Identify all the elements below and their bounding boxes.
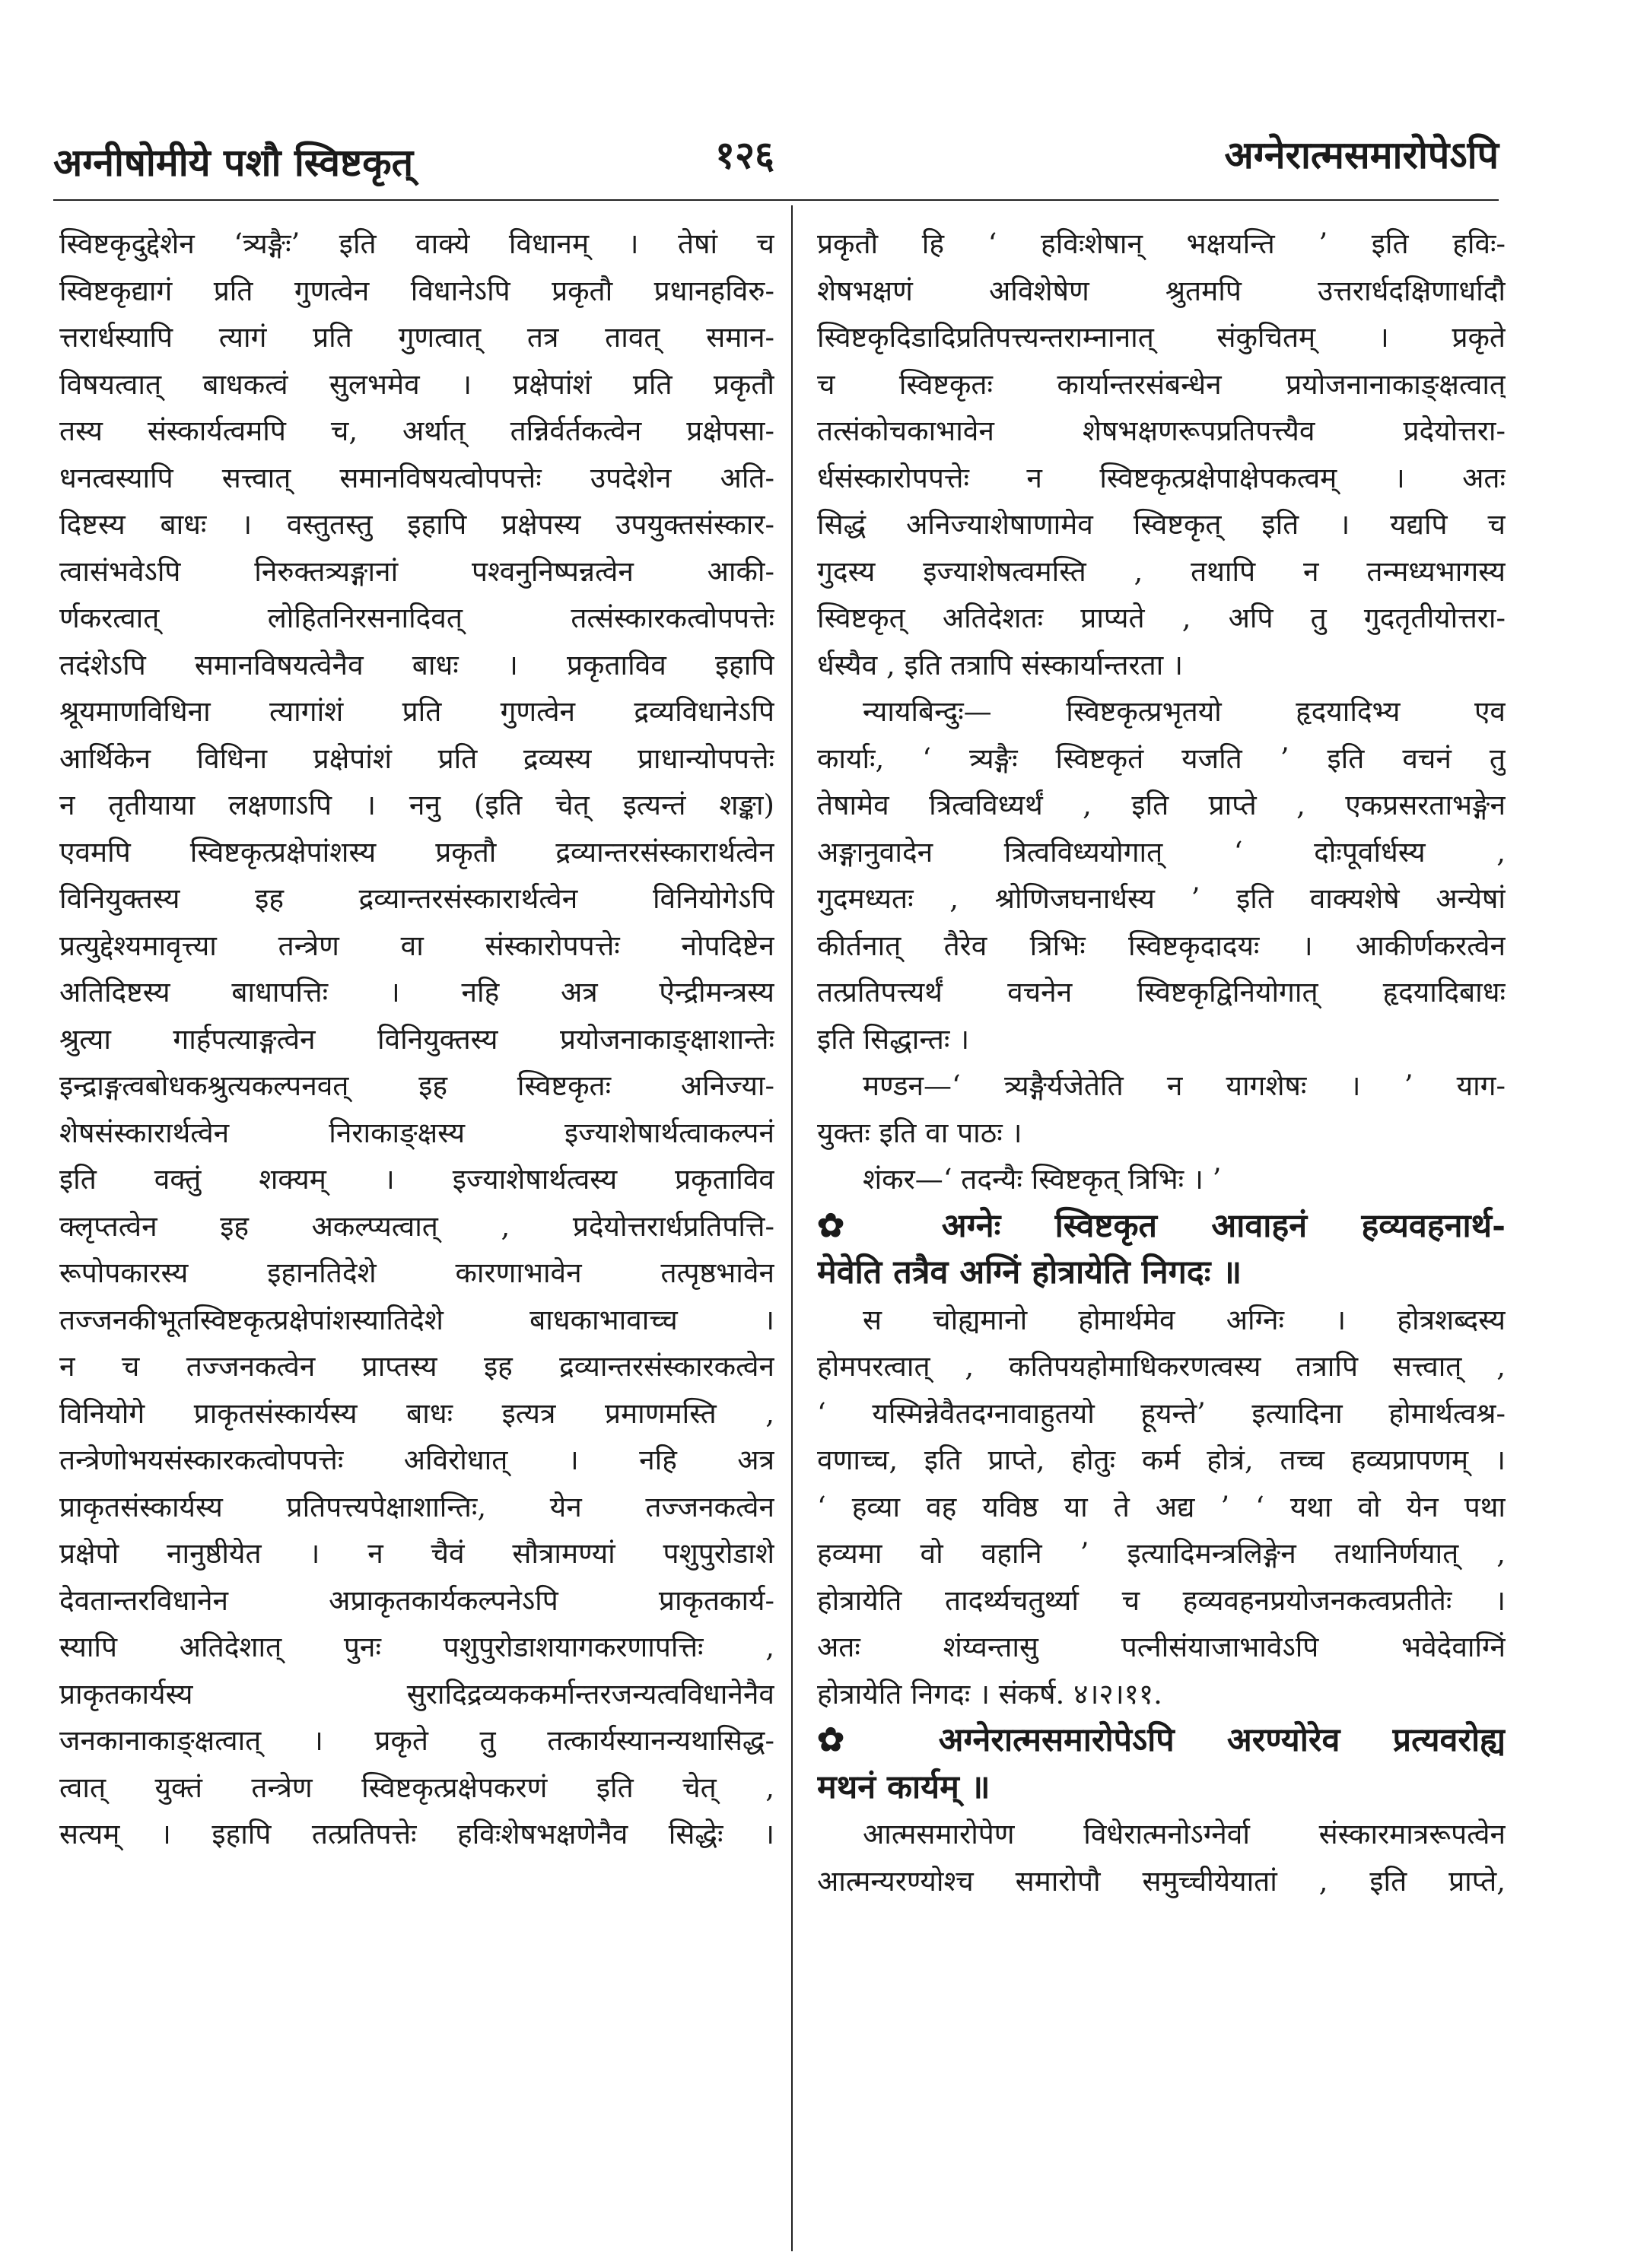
text-line: तत्संकोचकाभावेन शेषभक्षणरूपप्रतिपत्त्यैव प्रदेयोत्तरा- xyxy=(817,415,1506,447)
text-line: र्धस्यैव , इति तत्रापि संस्कार्यान्तरता । xyxy=(817,648,1184,681)
text-line: तन्त्रेणोभयसंस्कारकत्वोपपत्तेः अविरोधात् । नहि अत्र xyxy=(59,1444,774,1476)
text-line: आत्मसमारोपेण विधेरात्मनोऽग्नेर्वा संस्कारमात्ररूपत्वेन xyxy=(863,1818,1506,1850)
text-line: न तृतीयाया लक्षणाऽपि । ननु (इति चेत् इत्यन्तं शङ्का) xyxy=(59,789,774,821)
mandana-note: मण्डन—‘ त्र्यङ्गैर्यजेतेति न यागशेषः । ’ याग- xyxy=(863,1069,1506,1102)
text-line: शेषभक्षणं अविशेषेण श्रुतमपि उत्तरार्धदक्षिणार्धादौ xyxy=(817,274,1506,307)
text-line: प्रत्युद्देश्यमावृत्त्या तन्त्रेण वा संस्कारोपपत्तेः नोपदिष्टेन xyxy=(59,929,774,962)
text-line: च स्विष्टकृतः कार्यान्तरसंबन्धेन प्रयोजनानाकाङ्क्षत्वात् xyxy=(817,367,1506,401)
text-line: विषयत्वात् बाधकत्वं सुलभमेव । प्रक्षेपांशं प्रति प्रकृतौ xyxy=(59,367,774,401)
text-line: प्राकृतकार्यस्य सुरादिद्रव्यककर्मान्तरजन्यत्वविधानेनैव xyxy=(59,1677,774,1711)
adhikarana-heading: मथनं कार्यम् ॥ xyxy=(817,1768,991,1806)
text-line: वणाच्च, इति प्राप्ते, होतुः कर्म होत्रं, तच्च हव्यप्रापणम् । xyxy=(817,1444,1506,1476)
text-line: त्तरार्धस्यापि त्यागं प्रति गुणत्वात् तत्र तावत् समान- xyxy=(59,321,774,354)
text-line: इति वक्तुं शक्यम् । इज्याशेषार्थत्वस्य प्रकृताविव xyxy=(59,1163,774,1196)
left-column xyxy=(59,221,774,1858)
text-line: इन्द्राङ्गत्वबोधकश्रुत्यकल्पनवत् इह स्विष्टकृतः अनिज्या- xyxy=(59,1069,774,1102)
page-header xyxy=(53,128,1499,189)
text-line: स्यापि अतिदेशात् पुनः पशुपुरोडाशयागकरणापत्तिः , xyxy=(59,1631,774,1663)
adhikarana-heading: ✿ अग्नेरात्मसमारोपेऽपि अरण्योरेव प्रत्यवरोह्य xyxy=(817,1721,1506,1759)
running-title-right: अग्नेरात्मसमारोपेऽपि xyxy=(1224,132,1499,177)
text-line: दिष्टस्य बाधः । वस्तुतस्तु इहापि प्रक्षेपस्य उपयुक्तसंस्कार- xyxy=(59,508,774,541)
text-line: गुदमध्यतः , श्रोणिजघनार्धस्य ’ इति वाक्यशेषे अन्येषां xyxy=(817,882,1506,915)
text-line: शेषसंस्कारार्थत्वेन निराकाङ्क्षस्य इज्याशेषार्थत्वाकल्पनं xyxy=(59,1116,774,1149)
text-line: क्लृप्तत्वेन इह अकल्प्यत्वात् , प्रदेयोत्तरार्धप्रतिपत्ति- xyxy=(59,1209,774,1243)
text-line: अतः शंय्वन्तासु पत्नीसंयाजाभावेऽपि भवेदेवाग्निं xyxy=(817,1631,1506,1663)
text-line: धनत्वस्यापि सत्त्वात् समानविषयत्वोपपत्तेः उपदेशेन अति- xyxy=(59,461,774,494)
text-line: विनियुक्तस्य इह द्रव्यान्तरसंस्कारार्थत्वेन विनियोगेऽपि xyxy=(59,882,774,915)
running-title-left: अग्नीषोमीये पशौ स्विष्टकृत् xyxy=(53,140,414,185)
text-line: न च तज्जनकत्वेन प्राप्तस्य इह द्रव्यान्तरसंस्कारकत्वेन xyxy=(59,1350,774,1383)
text-line: प्राकृतसंस्कार्यस्य प्रतिपत्त्यपेक्षाशान्तिः, येन तज्जनकत्वेन xyxy=(59,1490,774,1523)
text-line: तेषामेव त्रित्वविध्यर्थं , इति प्राप्ते , एकप्रसरताभङ्गेन xyxy=(817,789,1506,821)
text-line: हव्यमा वो वहानि ’ इत्यादिमन्त्रलिङ्गेन तथानिर्णयात् , xyxy=(817,1537,1506,1570)
text-line: आर्थिकेन विधिना प्रक्षेपांशं प्रति द्रव्यस्य प्राधान्योपपत्तेः xyxy=(59,742,774,775)
text-line: जनकानाकाङ्क्षत्वात् । प्रकृते तु तत्कार्यस्यानन्यथासिद्ध- xyxy=(59,1724,774,1757)
nyayabindu-heading: न्यायबिन्दुः— स्विष्टकृत्प्रभृतयो हृदयादिभ्य एव xyxy=(863,695,1506,728)
column-divider xyxy=(791,205,793,2251)
text-line: होमपरत्वात् , कतिपयहोमाधिकरणत्वस्य तत्रापि सत्त्वात् , xyxy=(817,1350,1506,1383)
text-line: स्विष्टकृदुद्देशेन ‘त्र्यङ्गैः’ इति वाक्ये विधानम् । तेषां च xyxy=(59,227,774,260)
text-line: स्विष्टकृत् अतिदेशतः प्राप्यते , अपि तु गुदतृतीयोत्तरा- xyxy=(817,602,1506,634)
page-number: १२६ xyxy=(715,132,774,177)
text-line: विनियोगे प्राकृतसंस्कार्यस्य बाधः इत्यत्र प्रमाणमस्ति , xyxy=(59,1396,774,1430)
text-line: रूपोपकारस्य इहानतिदेशे कारणाभावेन तत्पृष्ठभावेन xyxy=(59,1256,774,1289)
text-line: सिद्धं अनिज्याशेषाणामेव स्विष्टकृत् इति । यद्यपि च xyxy=(817,508,1506,541)
text-line: आत्मन्यरण्योश्च समारोपौ समुच्चीयेयातां , इति प्राप्ते, xyxy=(817,1864,1506,1898)
text-line: कार्याः, ‘ त्र्यङ्गैः स्विष्टकृतं यजति ’ इति वचनं तु xyxy=(817,742,1506,775)
text-line: तस्य संस्कार्यत्वमपि च, अर्थात् तन्निर्वर्तकत्वेन प्रक्षेपसा- xyxy=(59,415,774,447)
text-line: अङ्गानुवादेन त्रित्वविध्ययोगात् ‘ दोःपूर्वार्धस्य , xyxy=(817,835,1506,869)
text-line: अतिदिष्टस्य बाधापत्तिः । नहि अत्र ऐन्द्रीमन्त्रस्य xyxy=(59,976,774,1009)
adhikarana-heading: मेवेति तत्रैव अग्निं होत्रायेति निगदः ॥ xyxy=(817,1253,1242,1291)
text-line: एवमपि स्विष्टकृत्प्रक्षेपांशस्य प्रकृतौ द्रव्यान्तरसंस्कारार्थत्वेन xyxy=(59,835,774,869)
text-line: इति सिद्धान्तः । xyxy=(817,1022,970,1056)
text-line: प्रक्षेपो नानुष्ठीयेत । न चैवं सौत्रामण्यां पशुपुरोडाशे xyxy=(59,1537,774,1570)
shankara-note: शंकर—‘ तदन्यैः स्विष्टकृत् त्रिभिः । ’ xyxy=(863,1163,1222,1196)
text-line: गुदस्य इज्याशेषत्वमस्ति , तथापि न तन्मध्यभागस्य xyxy=(817,554,1506,588)
text-line: र्धसंस्कारोपपत्तेः न स्विष्टकृत्प्रक्षेपाक्षेपकत्वम् । अतः xyxy=(817,461,1506,494)
text-line: देवतान्तरविधानेन अप्राकृतकार्यकल्पनेऽपि प्राकृतकार्य- xyxy=(59,1583,774,1617)
right-column xyxy=(817,221,1506,1904)
text-line: सत्यम् । इहापि तत्प्रतिपत्तेः हविःशेषभक्षणेनैव सिद्धेः । xyxy=(59,1818,774,1850)
text-line: त्वासंभवेऽपि निरुक्तत्र्यङ्गानां पश्वनुनिष्पन्नत्वेन आकी- xyxy=(59,554,774,588)
text-line: तज्जनकीभूतस्विष्टकृत्प्रक्षेपांशस्यातिदेशे बाधकाभावाच्च । xyxy=(59,1303,774,1336)
header-rule xyxy=(53,199,1499,201)
text-line: तत्प्रतिपत्त्यर्थं वचनेन स्विष्टकृद्विनियोगात् हृदयादिबाधः xyxy=(817,976,1506,1009)
text-line: स्विष्टकृद्यागं प्रति गुणत्वेन विधानेऽपि प्रकृतौ प्रधानहविरु- xyxy=(59,274,774,307)
adhikarana-heading: ✿ अग्नेः स्विष्टकृत आवाहनं हव्यवहनार्थ- xyxy=(817,1206,1506,1245)
text-line: र्णकरत्वात् लोहितनिरसनादिवत् तत्संस्कारकत्वोपपत्तेः xyxy=(59,602,774,634)
text-line: श्रुत्या गार्हपत्याङ्गत्वेन विनियुक्तस्य प्रयोजनाकाङ्क्षाशान्तेः xyxy=(59,1022,774,1056)
text-line: स चोह्यमानो होमार्थमेव अग्निः । होत्रशब्दस्य xyxy=(863,1303,1506,1336)
text-line: स्विष्टकृदिडादिप्रतिपत्त्यन्तराम्नानात् संकुचितम् । प्रकृते xyxy=(817,321,1506,354)
text-line: त्वात् युक्तं तन्त्रेण स्विष्टकृत्प्रक्षेपकरणं इति चेत् , xyxy=(59,1771,774,1804)
text-line: ‘ हव्या वह यविष्ठ या ते अद्य ’ ‘ यथा वो येन पथा xyxy=(817,1490,1506,1523)
text-line: होत्रायेति तादर्थ्यचतुर्थ्या च हव्यवहनप्रयोजनकत्वप्रतीतेः । xyxy=(817,1583,1506,1617)
text-line: होत्रायेति निगदः । संकर्ष. ४।२।११. xyxy=(817,1677,1162,1711)
text-line: श्रूयमाणविधिना त्यागांशं प्रति गुणत्वेन द्रव्यविधानेऽपि xyxy=(59,695,774,728)
text-line: ‘ यस्मिन्नेवैतदग्नावाहुतयो हूयन्ते’ इत्यादिना होमार्थत्वश्र- xyxy=(817,1396,1506,1430)
text-line: प्रकृतौ हि ‘ हविःशेषान् भक्षयन्ति ’ इति हविः- xyxy=(817,227,1506,260)
text-line: कीर्तनात् तैरेव त्रिभिः स्विष्टकृदादयः । आकीर्णकरत्वेन xyxy=(817,929,1506,962)
text-line: तदंशेऽपि समानविषयत्वेनैव बाधः । प्रकृताविव इहापि xyxy=(59,648,774,681)
text-line: युक्तः इति वा पाठः । xyxy=(817,1116,1022,1149)
